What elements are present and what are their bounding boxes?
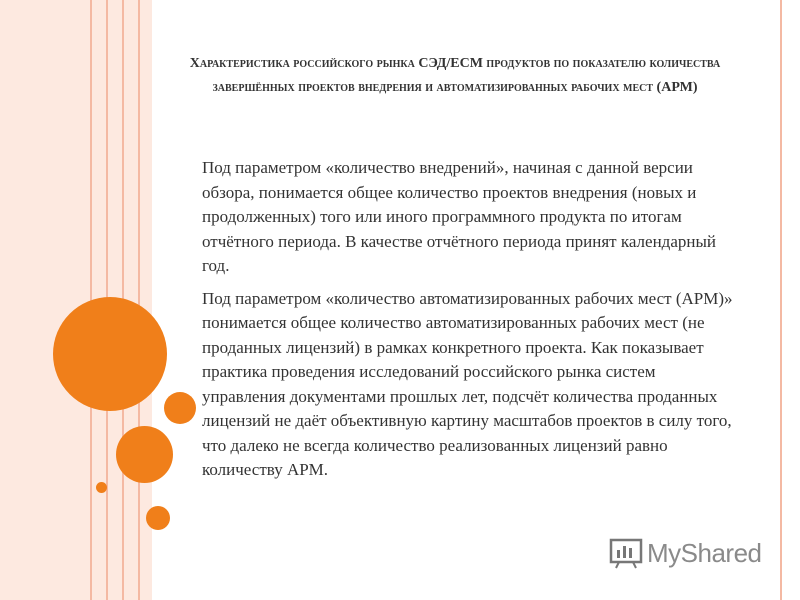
- medium-orange-circle: [116, 426, 173, 483]
- watermark-text: MyShared: [647, 537, 762, 568]
- small-orange-circle: [164, 392, 196, 424]
- right-decor-line: [780, 0, 782, 600]
- paragraph: Под параметром «количество внедрений», начиная с данной версии обзора, понимается общее количество проектов внедрения (новых и продолженных) того или иного программного продукта по итогам отчётного периода. В качестве отчётного периода принят календарный год.: [202, 158, 716, 275]
- large-orange-circle: [53, 297, 167, 411]
- decor-line: [138, 0, 140, 600]
- watermark-logo: [609, 536, 762, 570]
- small-orange-circle: [146, 506, 170, 530]
- paragraph: Под параметром «количество автоматизированных рабочих мест (АРМ)» понимается общее количество автоматизированных рабочих мест (не проданных лицензий) в рамках конкретного проекта. Как показывает практика проведения исследований российского рынка систем управления документами прошлых лет, подсчёт количества проданных лицензий не даёт объективную картину масштабов проектов в силу того, что далеко не всегда количество реализованных лицензий равно количеству АРМ.: [202, 288, 733, 479]
- tiny-orange-circle: [96, 482, 107, 493]
- slide-body: [202, 156, 742, 491]
- slide-title: Характеристика российского рынка СЭД/ECM продуктов по показателю количества завершённых проектов внедрения и автоматизированных рабочих мест (АРМ): [189, 56, 721, 95]
- bar-chart-icon: [609, 536, 643, 570]
